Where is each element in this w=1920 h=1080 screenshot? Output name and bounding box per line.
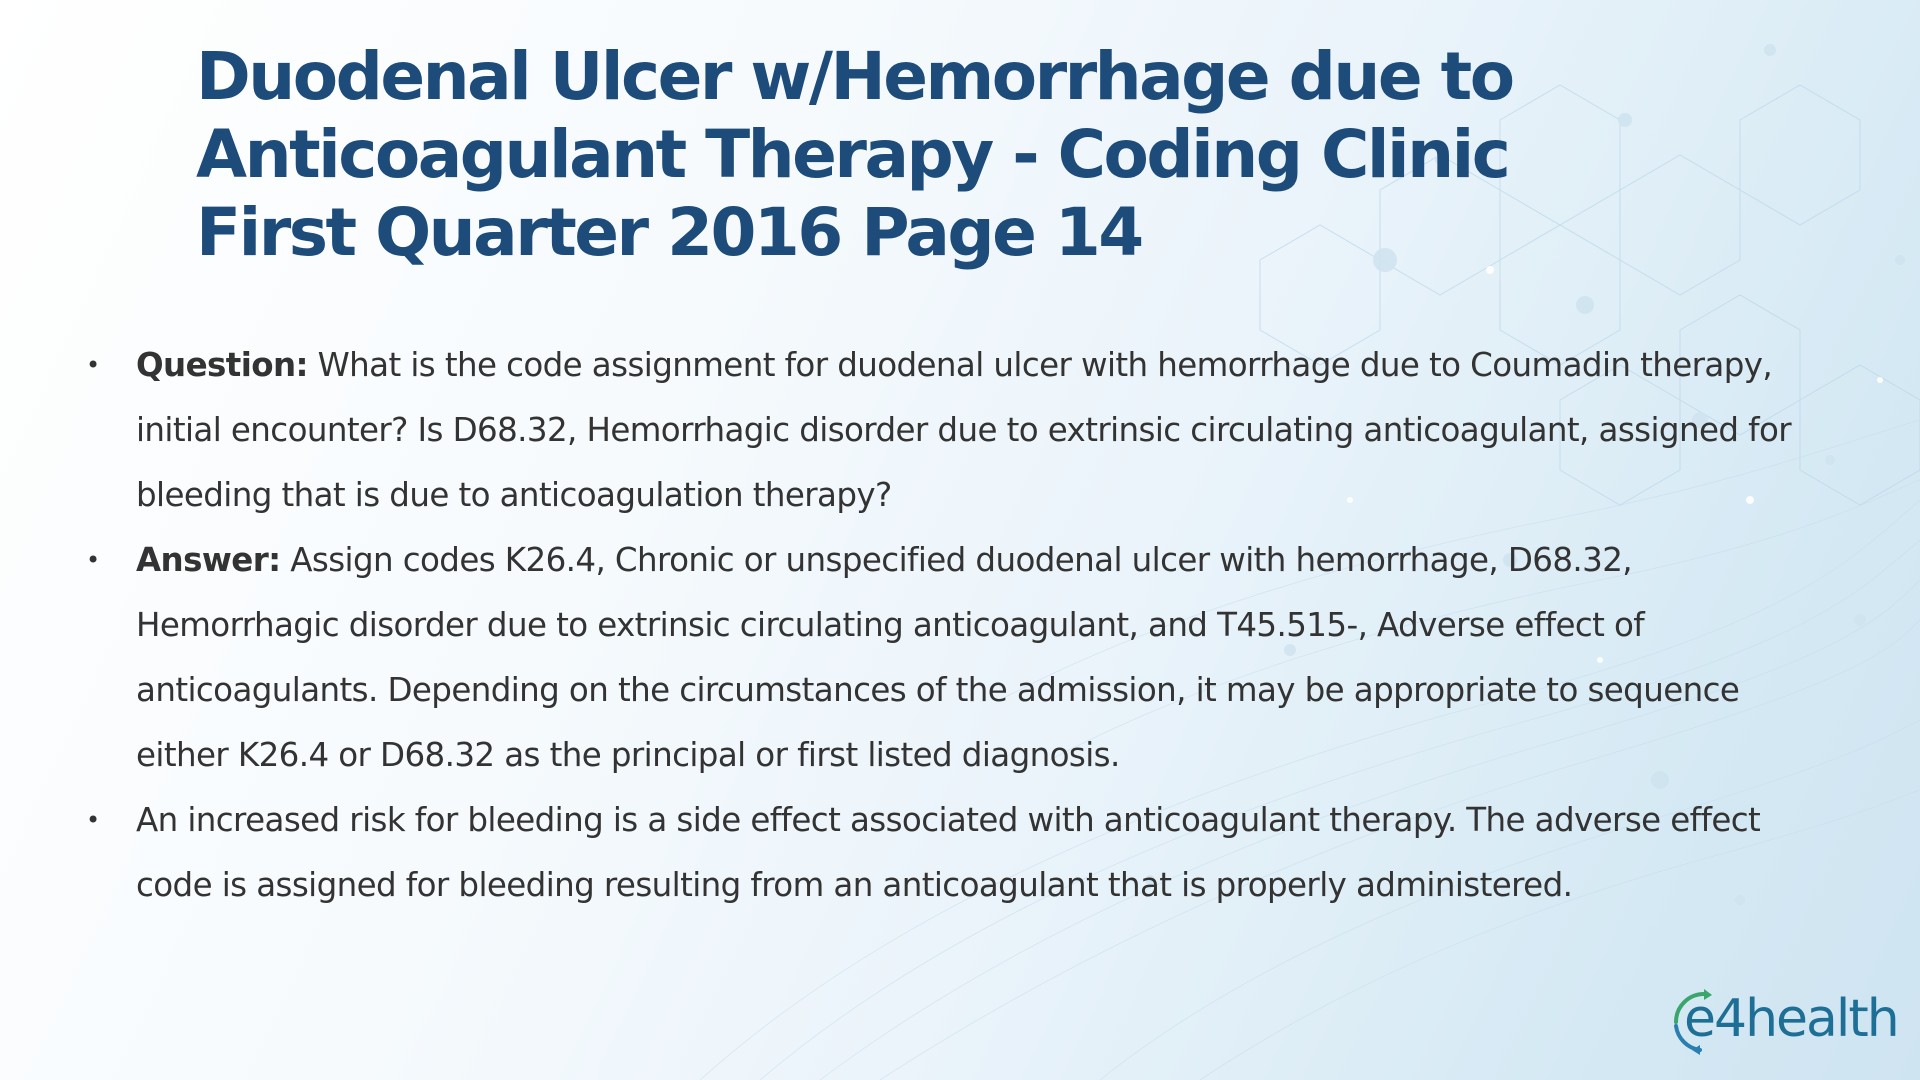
bullet-lead-question: Question:: [136, 346, 308, 384]
bullet-question: [86, 333, 1806, 528]
slide-title: Duodenal Ulcer w/Hemorrhage due to Anticoagulant Therapy - Coding Clinic First Quarter 2016 Page 14: [196, 38, 1513, 271]
bullet-answer: [86, 528, 1806, 788]
e4health-logo: [1664, 986, 1904, 1056]
bullet-text-question: What is the code assignment for duodenal ulcer with hemorrhage due to Coumadin therapy, initial encounter? Is D68.32, Hemorrhagic disorder due to extrinsic circulating anticoagulant, assigned for bleeding that is due to anticoagulation therapy?: [136, 346, 1791, 514]
bullet-list: [86, 333, 1806, 918]
bullet-glyph: •: [86, 351, 100, 379]
bullet-glyph: •: [86, 806, 100, 834]
bullet-text-answer: Assign codes K26.4, Chronic or unspecified duodenal ulcer with hemorrhage, D68.32, Hemorrhagic disorder due to extrinsic circulating anticoagulant, and T45.515-, Adverse effect of anticoagulants. Depending on the circumstances of the admission, it may be appropriate to sequence either K26.4 or D68.32 as the principal or first listed diagnosis.: [136, 541, 1740, 774]
bullet-note: [86, 788, 1806, 918]
bullet-text-note: An increased risk for bleeding is a side effect associated with anticoagulant therapy. The adverse effect code is assigned for bleeding resulting from an anticoagulant that is properly administered.: [136, 801, 1761, 904]
bullet-glyph: •: [86, 546, 100, 574]
bullet-lead-answer: Answer:: [136, 541, 281, 579]
logo-text: e4health: [1684, 989, 1898, 1049]
